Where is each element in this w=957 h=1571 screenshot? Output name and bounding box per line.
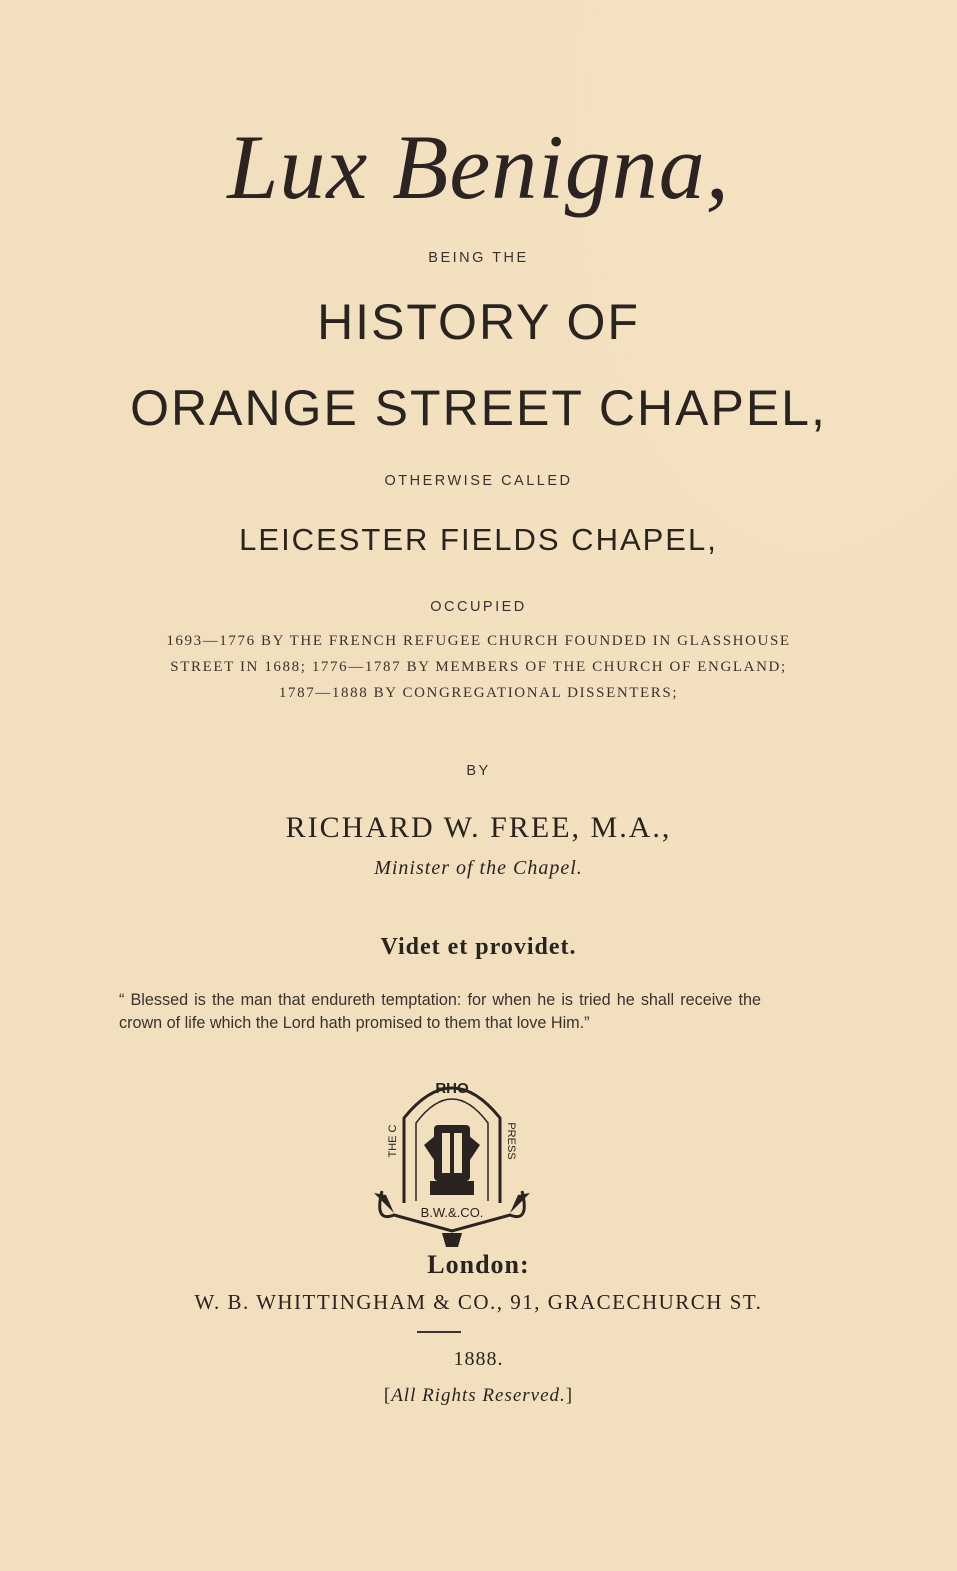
by-line: BY [466, 763, 491, 779]
motto: Videt et providet. [380, 934, 577, 960]
emblem-bottom-text: B.W.&.CO. [420, 1205, 484, 1220]
emblem-top-text: RHO [435, 1080, 469, 1097]
chiswick-press-emblem-icon [364, 1063, 540, 1253]
imprint-city: London: [427, 1250, 530, 1279]
book-title: Lux Benigna, [227, 116, 730, 218]
occupancy-line: STREET IN 1688; 1776—1787 BY MEMBERS OF THE CHURCH OF ENGLAND; [170, 659, 787, 675]
divider-rule [417, 1331, 461, 1333]
emblem-right-text: PRESS [505, 1122, 517, 1160]
epigraph-quote: “ Blessed is the man that endureth temptation: for when he is tried he shall receive the crown of life which the Lord hath promised to them that love Him.” [119, 991, 761, 1032]
author-role: Minister of the Chapel. [374, 857, 583, 879]
occupied-line: OCCUPIED [430, 599, 527, 615]
occupancy-line: 1787—1888 BY CONGREGATIONAL DISSENTERS; [278, 685, 679, 701]
rights-notice [0, 1385, 957, 1407]
occupancy-line: 1693—1776 BY THE FRENCH REFUGEE CHURCH FOUNDED IN GLASSHOUSE [166, 633, 791, 649]
being-the-line: BEING THE [428, 250, 529, 266]
rights-open-bracket: [ [383, 1385, 392, 1406]
chapel-name-heading: ORANGE STREET CHAPEL, [130, 380, 827, 436]
emblem-left-text: THE C [387, 1124, 399, 1158]
author-name: RICHARD W. FREE, M.A., [285, 811, 672, 844]
rights-close-bracket: ] [565, 1385, 574, 1406]
alternate-name-heading: LEICESTER FIELDS CHAPEL, [239, 522, 718, 557]
history-of-heading: HISTORY OF [317, 294, 640, 350]
otherwise-called-line: OTHERWISE CALLED [384, 473, 573, 489]
rights-text: All Rights Reserved. [391, 1385, 566, 1406]
publication-year: 1888. [453, 1348, 504, 1370]
publisher-line: W. B. WHITTINGHAM & CO., 91, GRACECHURCH ST. [194, 1290, 763, 1314]
